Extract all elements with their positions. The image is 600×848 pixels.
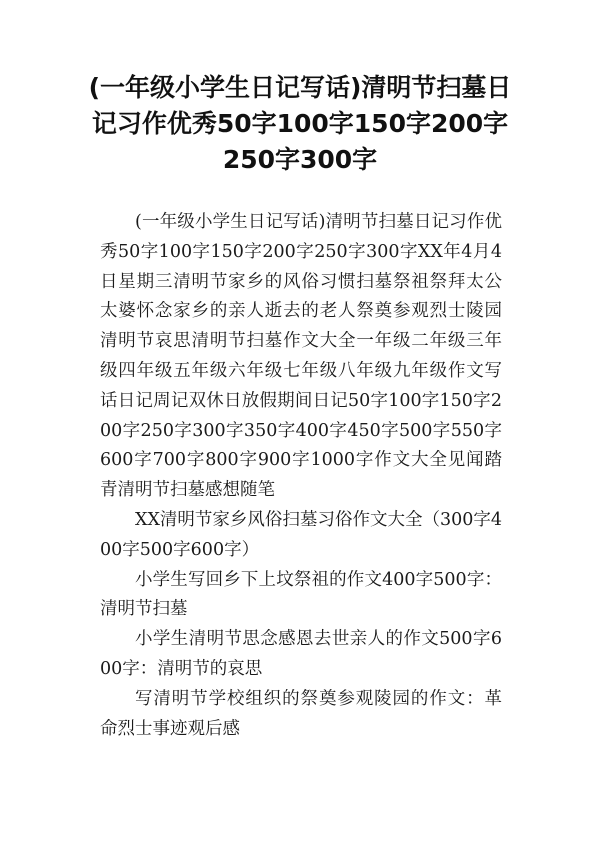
document-title: (一年级小学生日记写话)清明节扫墓日记习作优秀50字100字150字200字250字300字	[88, 73, 512, 174]
paragraph-remembrance: 小学生清明节思念感恩去世亲人的作文500字600字：清明节的哀思	[100, 629, 502, 679]
paragraph-intro: (一年级小学生日记写话)清明节扫墓日记习作优秀50字100字150字200字250字300字XX年4月4日星期三清明节家乡的风俗习惯扫墓祭祖祭拜太公太婆怀念家乡的亲人逝去的老人祭奠参观烈士陵园清明节哀思清明节扫墓作文大全一年级二年级三年级四年级五年级六年级七年级八年级九年级作文写话日记周记双休日放假期间日记50字100字150字200字250字300字350字400字450字500字550字600字700字800字900字1000字作文大全见闻踏青清明节扫墓感想随笔	[100, 212, 502, 501]
paragraph-martyrs-cemetery: 写清明节学校组织的祭奠参观陵园的作文：革命烈士事迹观后感	[100, 688, 502, 739]
paragraph-customs: XX清明节家乡风俗扫墓习俗作文大全（300字400字500字600字）	[100, 509, 502, 560]
document-body	[100, 208, 502, 744]
paragraph-tomb-sweeping: 小学生写回乡下上坟祭祖的作文400字500字：清明节扫墓	[100, 569, 502, 620]
